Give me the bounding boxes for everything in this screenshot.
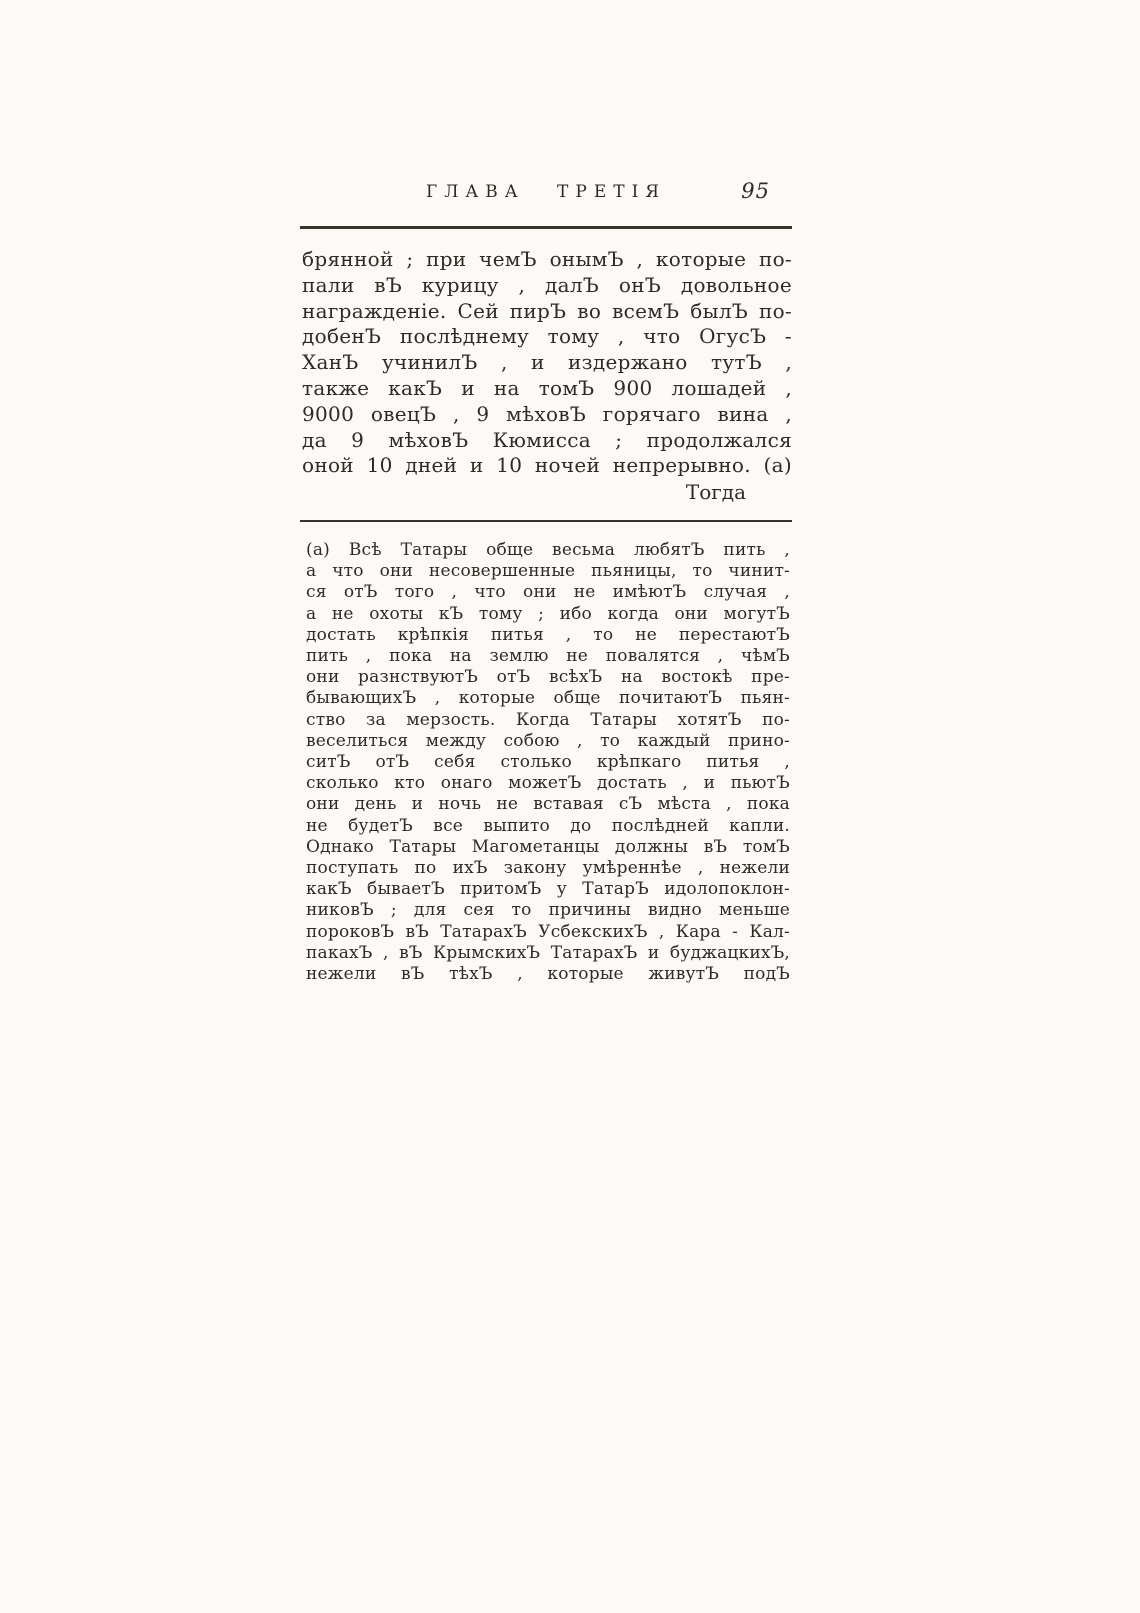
footnote-text-line: (а) Всѣ Татары обще весьма любятЪ пить , [306, 540, 790, 560]
footnote-text-line: пороковЪ вЪ ТатарахЪ УсбекскихЪ , Кара - Кал- [306, 921, 790, 942]
footnote-text-line: Однако Татары Магометанцы должны вЪ томЪ [306, 836, 790, 857]
footnote-text [306, 540, 790, 985]
page-number: 95 [741, 179, 770, 203]
footnote-text-line: а не охоты кЪ тому ; ибо когда они могутЪ [306, 603, 790, 624]
footnote-text-line: бывающихЪ , которые обще почитаютЪ пьян- [306, 688, 790, 709]
body-text-line: награжденіе. Сей пирЪ во всемЪ былЪ по- [302, 298, 792, 323]
footnote-text-line: пакахЪ , вЪ КрымскихЪ ТатарахЪ и буджацкихЪ, [306, 942, 790, 963]
footnote-text-line: а что они несовершенные пьяницы, то чинит- [306, 561, 790, 582]
footnote-text-line: поступать по ихЪ закону умѣреннѣе , нежели [306, 858, 790, 879]
footnote-text-line: нежели вЪ тѣхЪ , которые живутЪ подЪ [306, 964, 790, 985]
footnote-text-line: ся отЪ того , что они не имѣютЪ случая , [306, 582, 790, 603]
footnote-text-line: какЪ бываетЪ притомЪ у ТатарЪ идолопоклон- [306, 879, 790, 900]
footnote-text-line: пить , пока на землю не повалятся , чѣмЪ [306, 646, 790, 667]
catchword: Тогда [685, 480, 746, 504]
body-text-line: ХанЪ учинилЪ , и издержано тутЪ , [302, 350, 792, 375]
footnote-text-line: они разнствуютЪ отЪ всѣхЪ на востокѣ пре- [306, 667, 790, 688]
footnote-text-line: они день и ночь не вставая сЪ мѣста , пока [306, 794, 790, 815]
body-text [302, 247, 792, 479]
footnote-text-line: не будетЪ все выпито до послѣдней капли. [306, 815, 790, 836]
body-text-line: добенЪ послѣднему тому , что ОгусЪ - [302, 324, 792, 349]
footnote-text-line: достать крѣпкія питья , то не перестаютЪ [306, 624, 790, 645]
page-header [300, 179, 792, 210]
chapter-heading: ГЛАВА ТРЕТІЯ [425, 182, 667, 202]
body-text-line: да 9 мѣховЪ Кюмисса ; продолжался [302, 427, 792, 452]
footnote-rule [300, 520, 792, 522]
body-text-line: пали вЪ курицу , далЪ онЪ довольное [302, 272, 792, 297]
body-text-line: брянной ; при чемЪ онымЪ , которые по- [302, 247, 792, 271]
footnote-text-line: сколько кто онаго можетЪ достать , и пьютЪ [306, 773, 790, 794]
footnote-text-line: ство за мерзость. Когда Татары хотятЪ по- [306, 709, 790, 730]
footnote-text-line: веселиться между собою , то каждый прино- [306, 730, 790, 751]
body-text-line: 9000 овецЪ , 9 мѣховЪ горячаго вина , [302, 401, 792, 426]
body-text-line: оной 10 дней и 10 ночей непрерывно. (а) [302, 453, 792, 478]
body-text-line: также какЪ и на томЪ 900 лошадей , [302, 375, 792, 400]
footnote-text-line: никовЪ ; для сея то причины видно меньше [306, 900, 790, 921]
footnote-text-line: ситЪ отЪ себя столько крѣпкаго питья , [306, 752, 790, 773]
header-rule [300, 226, 792, 229]
